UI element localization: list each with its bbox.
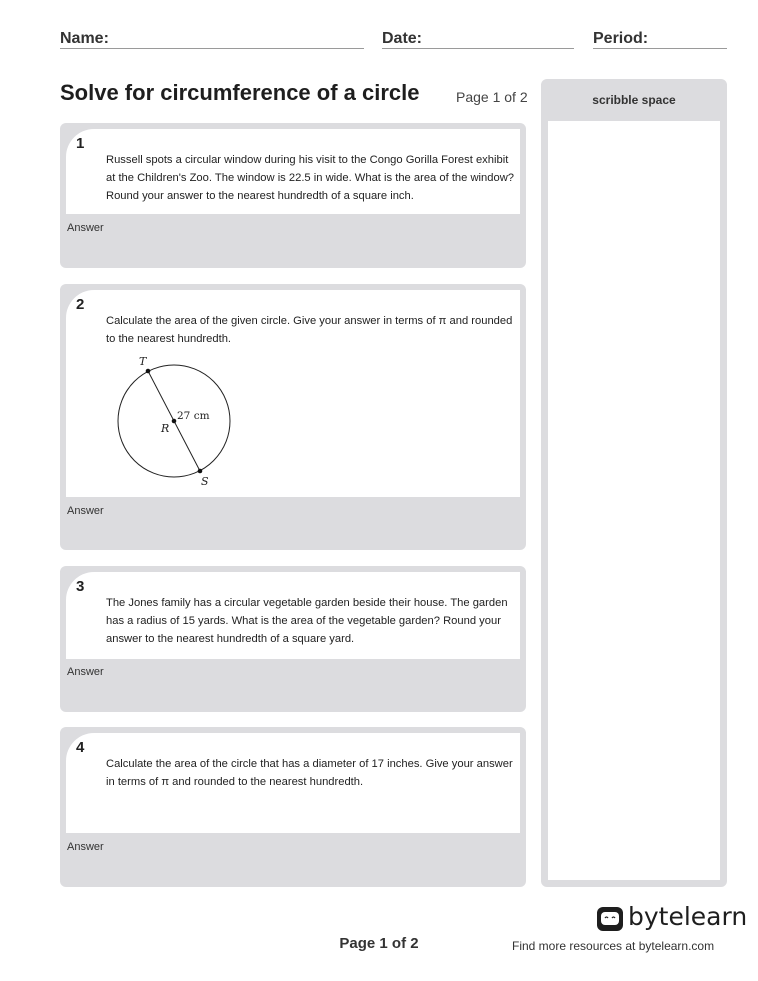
scribble-label: scribble space [592,93,676,107]
radius-label: 27 cm [177,410,210,422]
answer-label: Answer [67,222,104,234]
bytelearn-logo-icon [596,906,624,932]
period-line[interactable] [593,48,727,49]
point-r-dot [172,419,177,424]
question-number: 4 [76,739,85,756]
point-r-label: R [161,422,170,435]
answer-label: Answer [67,841,104,853]
circle-figure [106,348,266,488]
question-number: 1 [76,135,85,152]
question-text: Calculate the area of the circle that has a diameter of 17 inches. Give your answer in terms of π and rounded to the nearest hundredth. [106,758,513,788]
point-s-dot [198,469,203,474]
question-number: 3 [76,578,85,595]
page-indicator: Page 1 of 2 [456,89,528,105]
answer-label: Answer [67,505,104,517]
date-line[interactable] [382,48,574,49]
question-card-2 [60,284,526,550]
answer-label: Answer [67,666,104,678]
question-number: 2 [76,296,85,313]
question-card-1 [60,123,526,268]
question-card-4 [60,727,526,887]
question-body-4 [66,733,520,833]
period-label: Period: [593,30,649,47]
point-t-label: T [139,355,147,368]
question-text: The Jones family has a circular vegetable garden beside their house. The garden has a radius of 15 yards. What is the area of the vegetable garden? Round your answer to the nearest hundredth of a square yard. [106,597,508,645]
question-body-3 [66,572,520,659]
scribble-panel [541,79,727,887]
question-text: Calculate the area of the given circle. Give your answer in terms of π and rounded to the nearest hundredth. [106,315,513,345]
point-s-label: S [201,475,209,488]
scribble-area[interactable] [548,121,720,880]
page-title: Solve for circumference of a circle [60,80,420,105]
date-label: Date: [382,30,423,47]
question-card-3 [60,566,526,712]
resources-link[interactable]: Find more resources at bytelearn.com [512,939,715,953]
question-text: Russell spots a circular window during his visit to the Congo Gorilla Forest exhibit at the Children's Zoo. The window is 22.5 in wide. What is the area of the window? Round your answer to the nearest hundredth of a square inch. [106,154,515,202]
point-t-dot [146,369,151,374]
question-body-2 [66,290,520,497]
name-label: Name: [60,30,109,47]
brand-name: bytelearn [628,902,748,931]
footer-page-number: Page 1 of 2 [339,935,419,952]
question-body-1 [66,129,520,214]
name-line[interactable] [60,48,364,49]
